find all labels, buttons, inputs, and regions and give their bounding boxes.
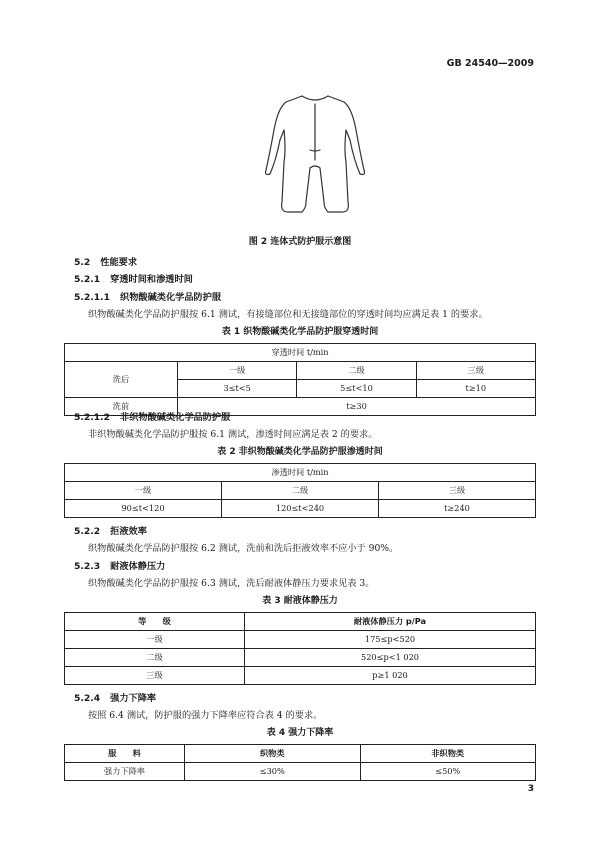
table-row [65,745,536,763]
level-cell: 三级 [379,482,536,500]
value-cell: 5≤t<10 [297,380,416,398]
table-header-cell: 耐液体静压力 p/Pa [245,613,536,631]
value-cell: t≥30 [178,398,536,416]
table-row [65,362,536,380]
table-header-cell: 非织物类 [360,745,536,763]
table-row [65,763,536,781]
table-row [65,482,536,500]
value-cell: t≥240 [379,500,536,518]
paragraph-5-2-2: 织物酸碱类化学品防护服按 6.2 测试，洗前和洗后拒液效率不应小于 90%。 [88,543,399,554]
table-1-caption: 表 1 织物酸碱类化学品防护服穿透时间 [221,327,379,337]
table-3-caption: 表 3 耐液体静压力 [262,596,338,606]
section-heading-5-2-1-1 [74,292,221,304]
table-row [65,631,536,649]
table-2-caption: 表 2 非织物酸碱类化学品防护服渗透时间 [217,447,383,457]
value-cell: 3≤t<5 [178,380,297,398]
table-row [65,667,536,685]
value-cell: ≤50% [360,763,536,781]
table-1 [64,343,536,416]
section-number: 5.2.4 [74,693,101,704]
row-label: 强力下降率 [65,763,185,781]
table-header-cell: 穿透时间 t/min [65,344,536,362]
table-header-cell: 渗透时间 t/min [65,464,536,482]
value-cell: ≤30% [185,763,361,781]
table-2 [64,463,536,518]
value-cell: 175≤p<520 [245,631,536,649]
level-cell: 三级 [65,667,245,685]
section-number: 5.2.1.1 [74,292,111,303]
table-row [65,344,536,362]
section-title: 织物酸碱类化学品防护服 [120,292,222,303]
section-title: 耐液体静压力 [110,561,166,572]
section-number: 5.2 [74,257,91,268]
level-cell: 二级 [222,482,379,500]
section-heading-5-2 [74,257,137,269]
row-label-after-wash: 洗后 [65,362,178,398]
section-title: 性能要求 [100,257,138,268]
value-cell: p≥1 020 [245,667,536,685]
coverall-illustration [240,90,390,220]
value-cell: 120≤t<240 [222,500,379,518]
level-cell: 一级 [65,631,245,649]
table-header-cell: 服 料 [65,745,185,763]
level-cell: 二级 [297,362,416,380]
table-header-cell: 织物类 [185,745,361,763]
value-cell: 520≤p<1 020 [245,649,536,667]
level-cell: 二级 [65,649,245,667]
level-cell: 一级 [65,482,222,500]
section-heading-5-2-1-2 [74,412,230,424]
section-heading-5-2-3 [74,561,165,573]
section-number: 5.2.3 [74,561,101,572]
level-cell: 三级 [416,362,535,380]
section-heading-5-2-2 [74,526,147,538]
figure-caption: 图 2 连体式防护服示意图 [248,237,352,247]
section-heading-5-2-1 [74,274,193,286]
section-title: 拒液效率 [110,526,147,537]
level-cell: 一级 [178,362,297,380]
section-number: 5.2.2 [74,526,101,537]
table-4 [64,744,536,781]
value-cell: 90≤t<120 [65,500,222,518]
section-title: 穿透时间和渗透时间 [110,274,193,285]
section-title: 强力下降率 [110,693,157,704]
value-cell: t≥10 [416,380,535,398]
row-label-before-wash: 洗前 [65,398,178,416]
table-4-caption: 表 4 强力下降率 [266,728,334,738]
paragraph-5-2-1-2: 非织物酸碱类化学品防护服按 6.1 测试，渗透时间应满足表 2 的要求。 [88,429,378,440]
table-row [65,464,536,482]
section-heading-5-2-4 [74,693,156,705]
page-number: 3 [527,784,534,794]
table-row [65,613,536,631]
section-number: 5.2.1.2 [74,412,111,423]
section-number: 5.2.1 [74,274,101,285]
standard-number: GB 24540—2009 [446,58,534,69]
paragraph-5-2-1-1: 织物酸碱类化学品防护服按 6.1 测试，有接缝部位和无接缝部位的穿透时间均应满足表 1 的要求。 [88,309,488,320]
paragraph-5-2-4: 按照 6.4 测试，防护服的强力下降率应符合表 4 的要求。 [88,710,323,721]
table-row [65,649,536,667]
section-title: 非织物酸碱类化学品防护服 [120,412,231,423]
table-row [65,500,536,518]
table-3 [64,612,536,685]
table-header-cell: 等 级 [65,613,245,631]
paragraph-5-2-3: 织物酸碱类化学品防护服按 6.3 测试，洗后耐液体静压力要求见表 3。 [88,578,375,589]
